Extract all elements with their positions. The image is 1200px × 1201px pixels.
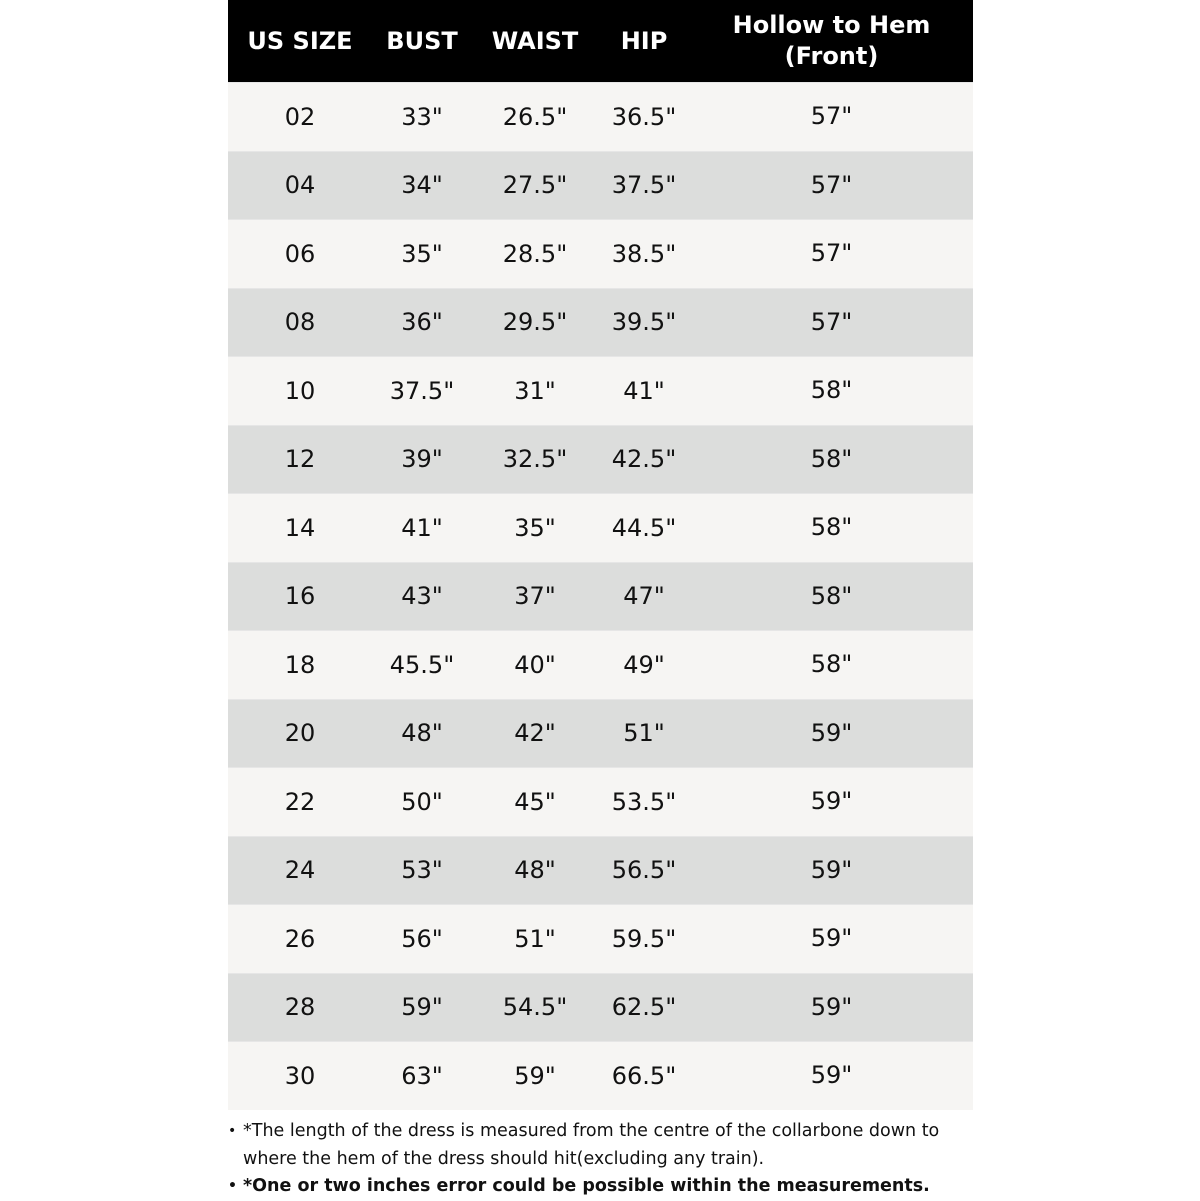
cell-waist: 35" (514, 513, 556, 542)
cell-bust: 43" (401, 582, 443, 611)
cell-hip: 51" (623, 719, 665, 748)
cell-bust: 45.5" (389, 650, 455, 679)
header-hollow-to-hem: Hollow to Hem (Front) (732, 11, 931, 70)
cell-hip: 37.5" (611, 171, 677, 200)
cell-hollow-to-hem: 57" (810, 307, 853, 336)
cell-hip: 42.5" (611, 445, 677, 474)
cell-hollow-to-hem: 57" (810, 239, 853, 268)
cell-waist: 37" (514, 582, 556, 611)
cell-bust: 50" (401, 787, 443, 816)
cell-us-size: 26 (284, 924, 316, 953)
cell-bust: 35" (401, 239, 443, 268)
cell-hip: 66.5" (611, 1061, 677, 1090)
cell-hollow-to-hem: 59" (810, 855, 853, 884)
cell-hip: 53.5" (611, 787, 677, 816)
bullet-icon: • (228, 1123, 237, 1139)
cell-hip: 59.5" (611, 924, 677, 953)
cell-hollow-to-hem: 59" (810, 718, 853, 747)
cell-bust: 36" (401, 308, 443, 337)
note-dress-length (228, 1118, 973, 1173)
cell-us-size: 28 (284, 993, 316, 1022)
cell-bust: 37.5" (389, 376, 455, 405)
table-row (228, 493, 973, 562)
cell-us-size: 12 (284, 445, 316, 474)
cell-us-size: 08 (284, 308, 316, 337)
cell-waist: 26.5" (502, 102, 568, 131)
note-text: *One or two inches error could be possible within the measurements. (243, 1176, 930, 1196)
cell-waist: 59" (514, 1061, 556, 1090)
table-row (228, 767, 973, 836)
note-measurement-error (228, 1173, 973, 1201)
header-waist: WAIST (491, 27, 579, 55)
cell-waist: 40" (514, 650, 556, 679)
cell-hip: 49" (623, 650, 665, 679)
table-header (228, 0, 973, 82)
cell-bust: 41" (401, 513, 443, 542)
cell-waist: 29.5" (502, 308, 568, 337)
table-row (228, 630, 973, 699)
cell-hollow-to-hem: 58" (810, 581, 853, 610)
cell-us-size: 16 (284, 582, 316, 611)
table-row (228, 973, 973, 1042)
cell-us-size: 04 (284, 171, 316, 200)
cell-hollow-to-hem: 58" (810, 513, 853, 542)
cell-hip: 47" (623, 582, 665, 611)
cell-us-size: 02 (284, 102, 316, 131)
cell-hollow-to-hem: 59" (810, 924, 853, 953)
cell-waist: 51" (514, 924, 556, 953)
cell-us-size: 30 (284, 1061, 316, 1090)
cell-hip: 41" (623, 376, 665, 405)
cell-us-size: 20 (284, 719, 316, 748)
cell-bust: 56" (401, 924, 443, 953)
table-row (228, 904, 973, 973)
cell-hollow-to-hem: 59" (810, 992, 853, 1021)
notes-section (228, 1118, 973, 1201)
table-row (228, 288, 973, 357)
cell-hip: 44.5" (611, 513, 677, 542)
note-text: *The length of the dress is measured from the centre of the collarbone down to where the hem of the dress should hit(excluding any train). (243, 1121, 940, 1169)
table-row (228, 82, 973, 151)
cell-us-size: 18 (284, 650, 316, 679)
table-row (228, 425, 973, 494)
cell-bust: 39" (401, 445, 443, 474)
cell-waist: 27.5" (502, 171, 568, 200)
cell-waist: 28.5" (502, 239, 568, 268)
table-row (228, 699, 973, 768)
size-chart-table (228, 0, 973, 1110)
cell-waist: 54.5" (502, 993, 568, 1022)
cell-waist: 48" (514, 856, 556, 885)
cell-hollow-to-hem: 57" (810, 170, 853, 199)
cell-hollow-to-hem: 59" (810, 787, 853, 816)
cell-hollow-to-hem: 58" (810, 444, 853, 473)
header-bust: BUST (386, 27, 458, 55)
bullet-icon: • (228, 1178, 237, 1194)
cell-hip: 39.5" (611, 308, 677, 337)
cell-hollow-to-hem: 57" (810, 102, 853, 131)
cell-hollow-to-hem: 58" (810, 376, 853, 405)
table-row (228, 151, 973, 220)
table-row (228, 836, 973, 905)
cell-hollow-to-hem: 58" (810, 650, 853, 679)
header-hip: HIP (620, 27, 668, 55)
table-row (228, 562, 973, 631)
cell-us-size: 06 (284, 239, 316, 268)
cell-us-size: 24 (284, 856, 316, 885)
cell-us-size: 14 (284, 513, 316, 542)
cell-hip: 62.5" (611, 993, 677, 1022)
cell-bust: 53" (401, 856, 443, 885)
cell-bust: 48" (401, 719, 443, 748)
cell-us-size: 10 (284, 376, 316, 405)
cell-hollow-to-hem: 59" (810, 1061, 853, 1090)
table-body (228, 82, 973, 1110)
table-row (228, 1041, 973, 1110)
cell-bust: 33" (401, 102, 443, 131)
cell-hip: 36.5" (611, 102, 677, 131)
table-row (228, 219, 973, 288)
cell-waist: 31" (514, 376, 556, 405)
header-us-size: US SIZE (247, 27, 353, 55)
cell-waist: 45" (514, 787, 556, 816)
table-row (228, 356, 973, 425)
cell-bust: 59" (401, 993, 443, 1022)
cell-bust: 34" (401, 171, 443, 200)
cell-waist: 32.5" (502, 445, 568, 474)
cell-us-size: 22 (284, 787, 316, 816)
cell-hip: 38.5" (611, 239, 677, 268)
cell-bust: 63" (401, 1061, 443, 1090)
cell-waist: 42" (514, 719, 556, 748)
cell-hip: 56.5" (611, 856, 677, 885)
